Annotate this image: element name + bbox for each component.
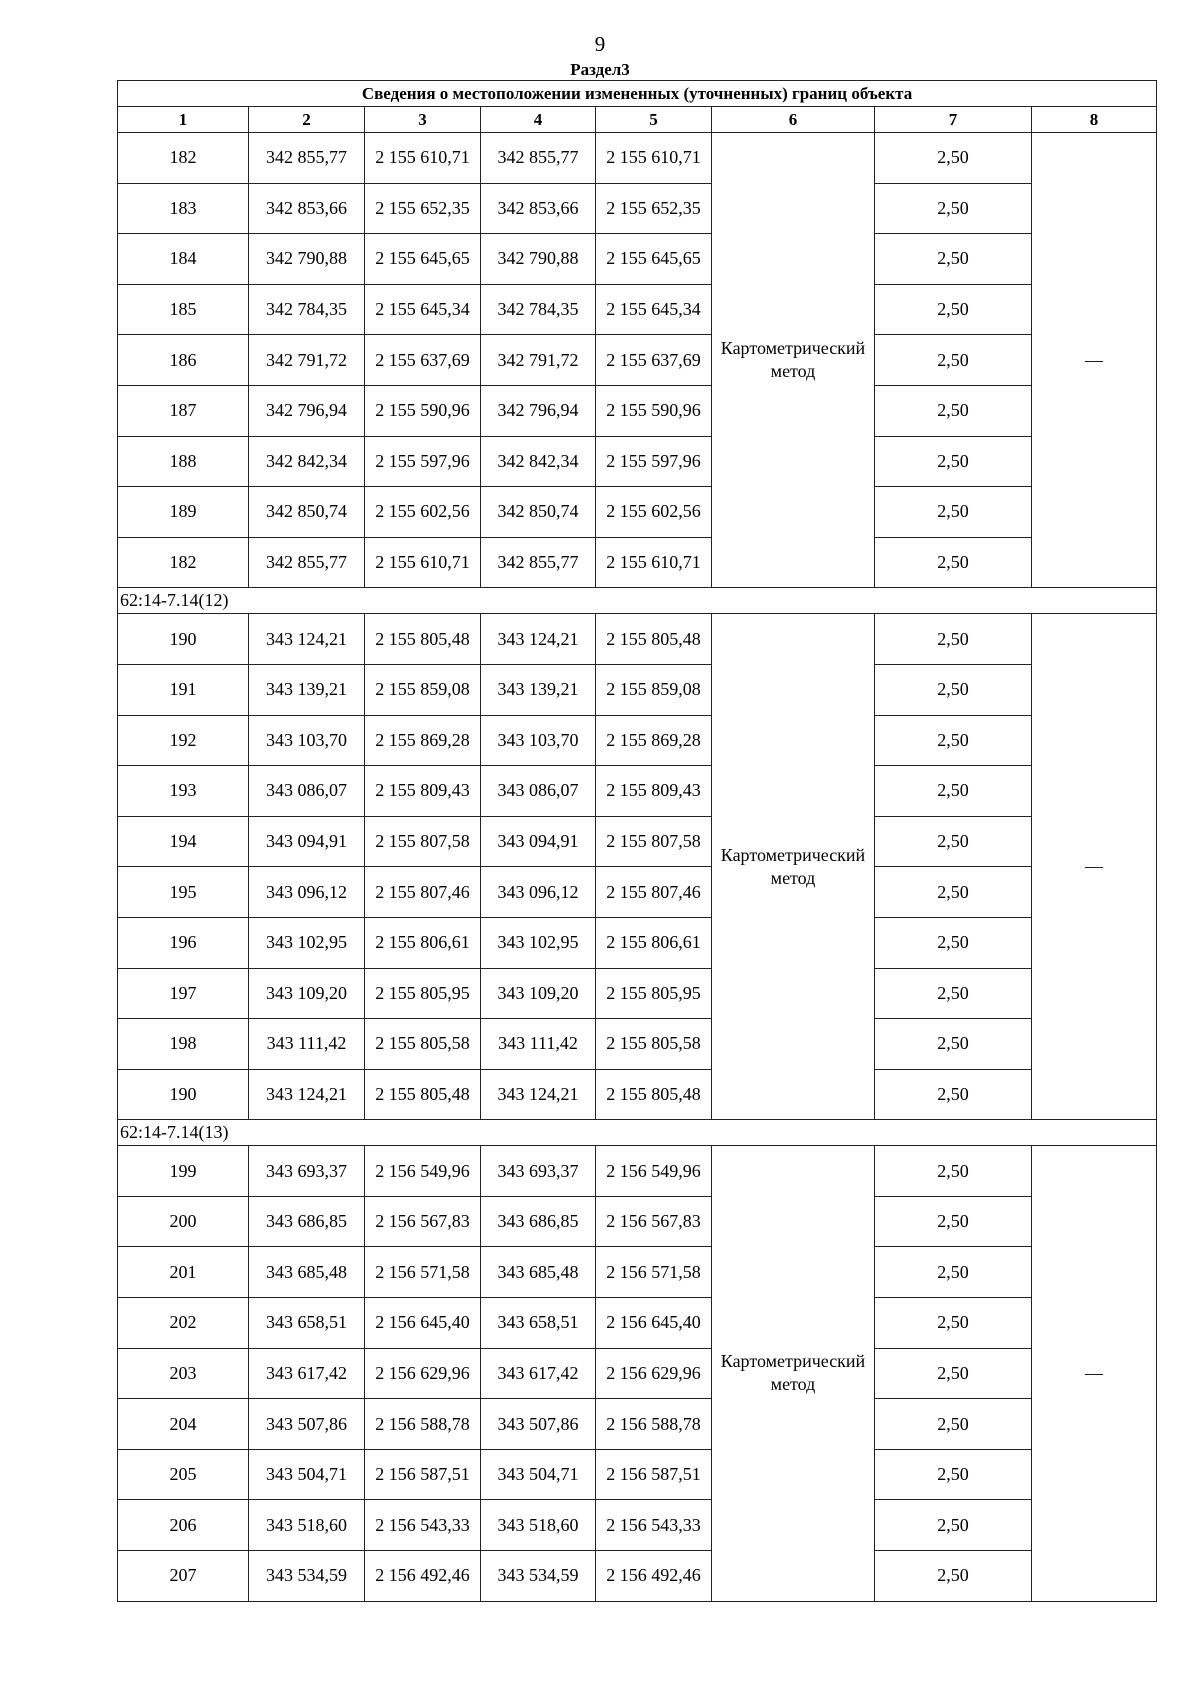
table-row	[118, 487, 1157, 538]
x-new-cell: 343 124,21	[481, 614, 596, 665]
table-row	[118, 1348, 1157, 1399]
column-header: 7	[875, 107, 1032, 133]
accuracy-cell: 2,50	[875, 1348, 1032, 1399]
x-old-cell: 342 796,94	[249, 385, 365, 436]
point-number-cell: 185	[118, 284, 249, 335]
x-new-cell: 343 507,86	[481, 1399, 596, 1450]
y-new-cell: 2 155 805,58	[596, 1019, 712, 1070]
y-old-cell: 2 155 645,65	[365, 234, 481, 285]
table-row	[118, 284, 1157, 335]
point-number-cell: 198	[118, 1019, 249, 1070]
point-number-cell: 204	[118, 1399, 249, 1450]
x-old-cell: 342 855,77	[249, 537, 365, 588]
note-cell: —	[1032, 614, 1157, 1120]
table-row	[118, 183, 1157, 234]
x-new-cell: 342 855,77	[481, 537, 596, 588]
x-old-cell: 343 658,51	[249, 1298, 365, 1349]
x-old-cell: 343 086,07	[249, 766, 365, 817]
table-row	[118, 917, 1157, 968]
accuracy-cell: 2,50	[875, 816, 1032, 867]
point-number-cell: 205	[118, 1449, 249, 1500]
y-new-cell: 2 155 590,96	[596, 385, 712, 436]
y-new-cell: 2 156 543,33	[596, 1500, 712, 1551]
y-old-cell: 2 155 610,71	[365, 537, 481, 588]
accuracy-cell: 2,50	[875, 1298, 1032, 1349]
x-old-cell: 343 124,21	[249, 1069, 365, 1120]
y-old-cell: 2 156 588,78	[365, 1399, 481, 1450]
x-old-cell: 343 111,42	[249, 1019, 365, 1070]
x-old-cell: 343 617,42	[249, 1348, 365, 1399]
accuracy-cell: 2,50	[875, 917, 1032, 968]
y-old-cell: 2 155 645,34	[365, 284, 481, 335]
table-row	[118, 234, 1157, 285]
x-new-cell: 343 096,12	[481, 867, 596, 918]
x-new-cell: 342 796,94	[481, 385, 596, 436]
y-new-cell: 2 156 587,51	[596, 1449, 712, 1500]
x-new-cell: 343 111,42	[481, 1019, 596, 1070]
x-new-cell: 342 850,74	[481, 487, 596, 538]
x-new-cell: 343 693,37	[481, 1146, 596, 1197]
x-old-cell: 342 784,35	[249, 284, 365, 335]
x-new-cell: 342 790,88	[481, 234, 596, 285]
x-new-cell: 343 086,07	[481, 766, 596, 817]
accuracy-cell: 2,50	[875, 1500, 1032, 1551]
accuracy-cell: 2,50	[875, 715, 1032, 766]
column-header: 4	[481, 107, 596, 133]
y-old-cell: 2 156 549,96	[365, 1146, 481, 1197]
point-number-cell: 183	[118, 183, 249, 234]
accuracy-cell: 2,50	[875, 1399, 1032, 1450]
accuracy-cell: 2,50	[875, 385, 1032, 436]
x-new-cell: 343 103,70	[481, 715, 596, 766]
table-row	[118, 1196, 1157, 1247]
method-cell: Картометрический метод	[712, 614, 875, 1120]
x-old-cell: 343 139,21	[249, 664, 365, 715]
table-row	[118, 614, 1157, 665]
table-caption: Сведения о местоположении измененных (уточненных) границ объекта	[118, 81, 1157, 107]
point-number-cell: 193	[118, 766, 249, 817]
y-new-cell: 2 155 602,56	[596, 487, 712, 538]
table-row	[118, 537, 1157, 588]
y-old-cell: 2 155 807,46	[365, 867, 481, 918]
column-header: 5	[596, 107, 712, 133]
x-old-cell: 342 842,34	[249, 436, 365, 487]
y-new-cell: 2 155 805,48	[596, 614, 712, 665]
x-old-cell: 343 507,86	[249, 1399, 365, 1450]
table-row	[118, 1500, 1157, 1551]
y-old-cell: 2 156 571,58	[365, 1247, 481, 1298]
y-old-cell: 2 155 590,96	[365, 385, 481, 436]
y-old-cell: 2 155 602,56	[365, 487, 481, 538]
table-row	[118, 1399, 1157, 1450]
accuracy-cell: 2,50	[875, 968, 1032, 1019]
y-new-cell: 2 156 571,58	[596, 1247, 712, 1298]
y-old-cell: 2 156 567,83	[365, 1196, 481, 1247]
y-new-cell: 2 155 645,34	[596, 284, 712, 335]
table-row	[118, 1069, 1157, 1120]
y-old-cell: 2 156 645,40	[365, 1298, 481, 1349]
point-number-cell: 201	[118, 1247, 249, 1298]
point-number-cell: 197	[118, 968, 249, 1019]
y-old-cell: 2 155 610,71	[365, 133, 481, 184]
method-cell: Картометрический метод	[712, 133, 875, 588]
x-new-cell: 343 139,21	[481, 664, 596, 715]
x-old-cell: 343 102,95	[249, 917, 365, 968]
y-old-cell: 2 156 492,46	[365, 1551, 481, 1602]
y-new-cell: 2 155 805,48	[596, 1069, 712, 1120]
x-old-cell: 343 518,60	[249, 1500, 365, 1551]
point-number-cell: 189	[118, 487, 249, 538]
section-title: Раздел3	[570, 60, 630, 79]
y-new-cell: 2 156 588,78	[596, 1399, 712, 1450]
group-label-row	[118, 1120, 1157, 1146]
table-header-row	[118, 107, 1157, 133]
y-new-cell: 2 155 869,28	[596, 715, 712, 766]
table-row	[118, 1298, 1157, 1349]
point-number-cell: 192	[118, 715, 249, 766]
accuracy-cell: 2,50	[875, 284, 1032, 335]
table-row	[118, 766, 1157, 817]
x-new-cell: 342 853,66	[481, 183, 596, 234]
point-number-cell: 195	[118, 867, 249, 918]
x-old-cell: 343 103,70	[249, 715, 365, 766]
y-old-cell: 2 155 869,28	[365, 715, 481, 766]
group-label: 62:14-7.14(12)	[118, 588, 1157, 614]
x-new-cell: 343 617,42	[481, 1348, 596, 1399]
accuracy-cell: 2,50	[875, 1196, 1032, 1247]
table-row	[118, 436, 1157, 487]
method-cell: Картометрический метод	[712, 1146, 875, 1601]
accuracy-cell: 2,50	[875, 234, 1032, 285]
note-cell: —	[1032, 133, 1157, 588]
point-number-cell: 187	[118, 385, 249, 436]
y-new-cell: 2 155 807,46	[596, 867, 712, 918]
page-number: 9	[594, 32, 606, 56]
point-number-cell: 184	[118, 234, 249, 285]
y-old-cell: 2 155 637,69	[365, 335, 481, 386]
table-row	[118, 133, 1157, 184]
accuracy-cell: 2,50	[875, 1449, 1032, 1500]
column-header: 3	[365, 107, 481, 133]
y-new-cell: 2 155 807,58	[596, 816, 712, 867]
y-old-cell: 2 155 805,48	[365, 614, 481, 665]
coordinates-table	[117, 80, 1157, 1602]
table-row	[118, 715, 1157, 766]
x-old-cell: 343 124,21	[249, 614, 365, 665]
table-row	[118, 1247, 1157, 1298]
table-row	[118, 1551, 1157, 1602]
y-old-cell: 2 155 652,35	[365, 183, 481, 234]
x-old-cell: 343 504,71	[249, 1449, 365, 1500]
x-new-cell: 343 685,48	[481, 1247, 596, 1298]
y-old-cell: 2 155 859,08	[365, 664, 481, 715]
y-old-cell: 2 155 809,43	[365, 766, 481, 817]
accuracy-cell: 2,50	[875, 183, 1032, 234]
y-old-cell: 2 155 807,58	[365, 816, 481, 867]
x-new-cell: 343 102,95	[481, 917, 596, 968]
group-label: 62:14-7.14(13)	[118, 1120, 1157, 1146]
point-number-cell: 188	[118, 436, 249, 487]
y-old-cell: 2 155 597,96	[365, 436, 481, 487]
x-old-cell: 343 096,12	[249, 867, 365, 918]
x-old-cell: 342 791,72	[249, 335, 365, 386]
x-new-cell: 342 791,72	[481, 335, 596, 386]
x-old-cell: 343 094,91	[249, 816, 365, 867]
accuracy-cell: 2,50	[875, 766, 1032, 817]
x-new-cell: 343 109,20	[481, 968, 596, 1019]
y-old-cell: 2 155 805,58	[365, 1019, 481, 1070]
table-row	[118, 968, 1157, 1019]
accuracy-cell: 2,50	[875, 867, 1032, 918]
point-number-cell: 194	[118, 816, 249, 867]
y-new-cell: 2 155 859,08	[596, 664, 712, 715]
x-old-cell: 342 850,74	[249, 487, 365, 538]
y-old-cell: 2 155 805,48	[365, 1069, 481, 1120]
point-number-cell: 190	[118, 614, 249, 665]
accuracy-cell: 2,50	[875, 664, 1032, 715]
y-new-cell: 2 155 597,96	[596, 436, 712, 487]
table-body	[118, 133, 1157, 1602]
x-old-cell: 343 693,37	[249, 1146, 365, 1197]
column-header: 8	[1032, 107, 1157, 133]
x-new-cell: 343 504,71	[481, 1449, 596, 1500]
table-row	[118, 335, 1157, 386]
x-new-cell: 343 124,21	[481, 1069, 596, 1120]
x-old-cell: 343 685,48	[249, 1247, 365, 1298]
point-number-cell: 196	[118, 917, 249, 968]
group-label-row	[118, 588, 1157, 614]
y-old-cell: 2 156 629,96	[365, 1348, 481, 1399]
point-number-cell: 186	[118, 335, 249, 386]
table-row	[118, 1019, 1157, 1070]
y-new-cell: 2 155 637,69	[596, 335, 712, 386]
y-new-cell: 2 156 549,96	[596, 1146, 712, 1197]
x-new-cell: 342 842,34	[481, 436, 596, 487]
accuracy-cell: 2,50	[875, 614, 1032, 665]
accuracy-cell: 2,50	[875, 436, 1032, 487]
point-number-cell: 202	[118, 1298, 249, 1349]
column-header: 1	[118, 107, 249, 133]
point-number-cell: 190	[118, 1069, 249, 1120]
x-old-cell: 343 686,85	[249, 1196, 365, 1247]
point-number-cell: 200	[118, 1196, 249, 1247]
y-new-cell: 2 156 629,96	[596, 1348, 712, 1399]
point-number-cell: 207	[118, 1551, 249, 1602]
x-new-cell: 342 784,35	[481, 284, 596, 335]
column-header: 6	[712, 107, 875, 133]
point-number-cell: 199	[118, 1146, 249, 1197]
y-old-cell: 2 156 587,51	[365, 1449, 481, 1500]
x-old-cell: 342 853,66	[249, 183, 365, 234]
y-new-cell: 2 156 492,46	[596, 1551, 712, 1602]
accuracy-cell: 2,50	[875, 1247, 1032, 1298]
y-old-cell: 2 155 806,61	[365, 917, 481, 968]
y-new-cell: 2 155 806,61	[596, 917, 712, 968]
x-new-cell: 343 518,60	[481, 1500, 596, 1551]
x-new-cell: 343 534,59	[481, 1551, 596, 1602]
y-new-cell: 2 155 610,71	[596, 133, 712, 184]
x-old-cell: 343 534,59	[249, 1551, 365, 1602]
y-new-cell: 2 155 645,65	[596, 234, 712, 285]
accuracy-cell: 2,50	[875, 1146, 1032, 1197]
y-new-cell: 2 156 645,40	[596, 1298, 712, 1349]
point-number-cell: 182	[118, 537, 249, 588]
table-row	[118, 1146, 1157, 1197]
y-new-cell: 2 155 610,71	[596, 537, 712, 588]
accuracy-cell: 2,50	[875, 133, 1032, 184]
x-old-cell: 342 790,88	[249, 234, 365, 285]
table-row	[118, 816, 1157, 867]
note-cell: —	[1032, 1146, 1157, 1601]
point-number-cell: 206	[118, 1500, 249, 1551]
accuracy-cell: 2,50	[875, 487, 1032, 538]
y-old-cell: 2 155 805,95	[365, 968, 481, 1019]
y-old-cell: 2 156 543,33	[365, 1500, 481, 1551]
table-row	[118, 385, 1157, 436]
y-new-cell: 2 155 652,35	[596, 183, 712, 234]
accuracy-cell: 2,50	[875, 335, 1032, 386]
point-number-cell: 203	[118, 1348, 249, 1399]
y-new-cell: 2 155 809,43	[596, 766, 712, 817]
accuracy-cell: 2,50	[875, 1069, 1032, 1120]
table-row	[118, 867, 1157, 918]
table-row	[118, 664, 1157, 715]
x-new-cell: 342 855,77	[481, 133, 596, 184]
y-new-cell: 2 155 805,95	[596, 968, 712, 1019]
accuracy-cell: 2,50	[875, 1551, 1032, 1602]
table-row	[118, 1449, 1157, 1500]
y-new-cell: 2 156 567,83	[596, 1196, 712, 1247]
x-new-cell: 343 094,91	[481, 816, 596, 867]
point-number-cell: 182	[118, 133, 249, 184]
x-new-cell: 343 686,85	[481, 1196, 596, 1247]
x-old-cell: 343 109,20	[249, 968, 365, 1019]
accuracy-cell: 2,50	[875, 537, 1032, 588]
accuracy-cell: 2,50	[875, 1019, 1032, 1070]
column-header: 2	[249, 107, 365, 133]
x-old-cell: 342 855,77	[249, 133, 365, 184]
point-number-cell: 191	[118, 664, 249, 715]
x-new-cell: 343 658,51	[481, 1298, 596, 1349]
